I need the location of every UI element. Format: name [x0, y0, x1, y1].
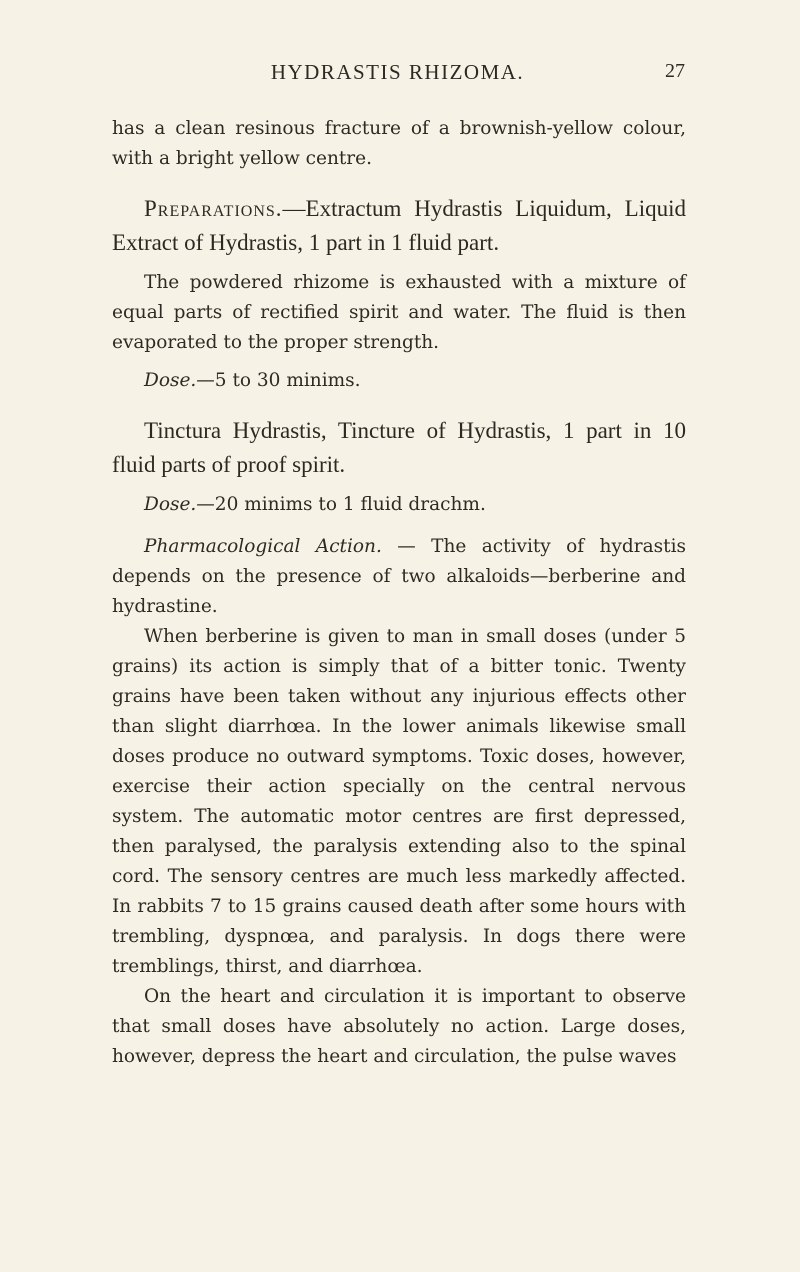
running-title: HYDRASTIS RHIZOMA. — [270, 60, 525, 84]
spacer — [112, 520, 686, 532]
pharmacology-intro-text: — The activity of hydrastis depends on the presence of two alkaloids—berberine and hydrastine. — [112, 536, 686, 617]
extract-dose — [112, 366, 686, 396]
pharmacology-label: Pharmacological Action. — [144, 536, 382, 557]
berberine-paragraph: When berberine is given to man in small doses (under 5 grains) its action is simply that of a bitter tonic. Twenty grains have been taken without any injurious effects other than slight diarrhœa. In the lower animals likewise small doses produce no outward symptoms. Toxic doses, however, exercise their action specially on the central nervous system. The automatic motor centres are first depressed, then paralysed, the paralysis extending also to the spinal cord. The sensory centres are much less markedly affected. In rabbits 7 to 15 grains caused death after some hours with trembling, dyspnœa, and paralysis. In dogs there were tremblings, thirst, and diarrhœa. — [112, 626, 686, 977]
page-number: 27 — [665, 60, 685, 82]
running-head — [110, 60, 685, 90]
intro-paragraph: has a clean resinous fracture of a brownish-yellow colour, with a bright yellow centre. — [112, 118, 686, 169]
extract-dose-value: —5 to 30 minims. — [196, 370, 361, 391]
tincture-heading: Tinctura Hydrastis, Tincture of Hydrastis, 1 part in 10 fluid parts of proof spirit. — [112, 418, 686, 477]
tincture-dose-label: Dose. — [144, 494, 197, 515]
tincture-dose — [112, 490, 686, 520]
spacer — [112, 482, 686, 490]
preparations-label: Preparations. — [144, 196, 283, 221]
spacer — [112, 396, 686, 414]
extract-title: —Extractum Hydrastis Liquidum, Liquid Extract of Hydrastis, 1 part in 1 fluid part. — [112, 196, 686, 255]
body-text — [112, 114, 686, 1072]
heart-paragraph: On the heart and circulation it is important to observe that small doses have absolutely no action. Large doses, however, depress the heart and circulation, the pulse waves — [112, 986, 686, 1067]
extract-dose-label: Dose. — [144, 370, 197, 391]
spacer — [112, 260, 686, 268]
extract-heading — [112, 192, 686, 260]
extract-body: The powdered rhizome is exhausted with a mixture of equal parts of rectified spirit and water. The fluid is then evaporated to the proper strength. — [112, 272, 686, 353]
tincture-dose-value: —20 minims to 1 fluid drachm. — [196, 494, 486, 515]
pharmacology-intro — [112, 532, 686, 622]
spacer — [112, 174, 686, 192]
spacer — [112, 358, 686, 366]
